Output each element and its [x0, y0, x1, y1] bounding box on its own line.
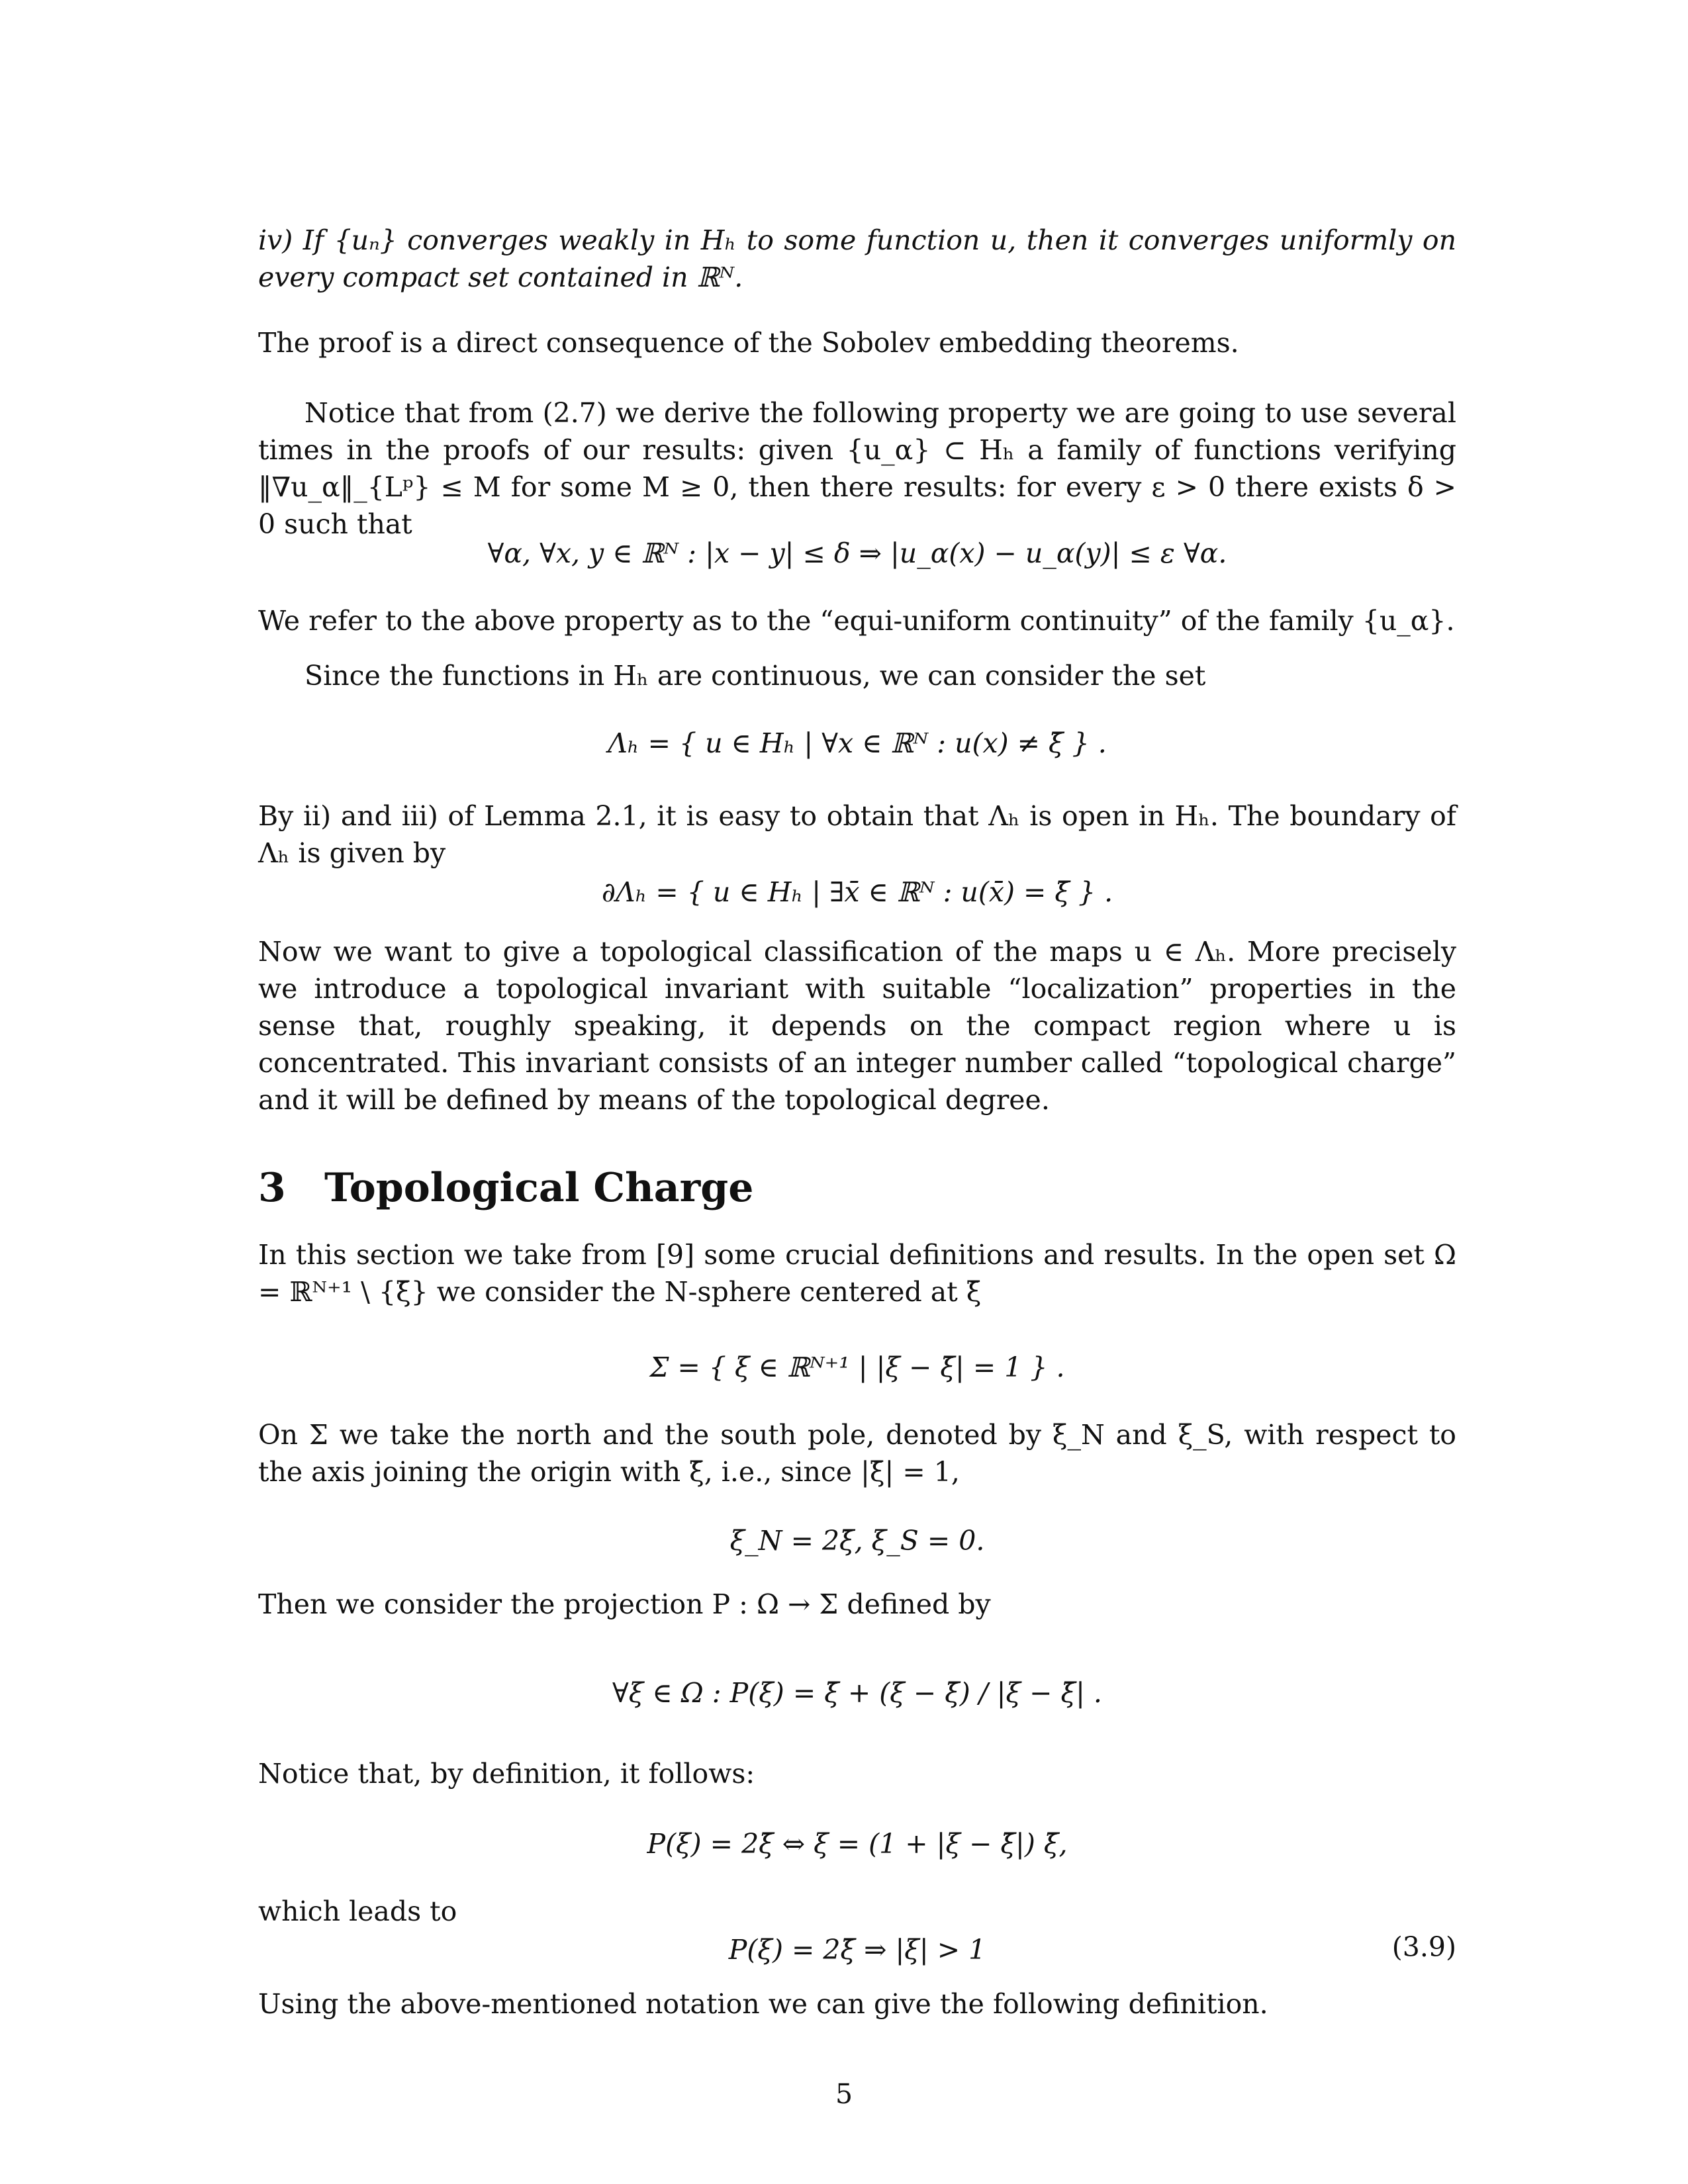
equation-sigma: Σ = { ξ ∈ ℝᴺ⁺¹ | |ξ − ξ̄| = 1 } .: [649, 1351, 1065, 1383]
equation-equi-uniform: ∀α, ∀x, y ∈ ℝᴺ : |x − y| ≤ δ ⇒ |u_α(x) − u_α(y)| ≤ ε ∀α.: [487, 537, 1227, 569]
paragraph: Notice that, by definition, it follows:: [258, 1758, 755, 1790]
equation-3-9: P(ξ) = 2ξ̄ ⇒ |ξ| > 1: [728, 1934, 986, 1966]
equation-boundary-lambda-h: ∂Λₕ = { u ∈ Hₕ | ∃x̄ ∈ ℝᴺ : u(x̄) = ξ̄ } .: [601, 876, 1113, 908]
paragraph: Notice that from (2.7) we derive the following property we are going to use several times in the proofs of our results: given {u_α} ⊂ Hₕ a family of functions verifying ‖∇u_α‖_{Lᵖ} ≤ M for some M ≥ 0, then there results: for every ε > 0 there exists δ > 0 such that: [258, 397, 1456, 540]
paragraph: On Σ we take the north and the south pole, denoted by ξ_N and ξ_S, with respect to the axis joining the origin with ξ̄, i.e., since |ξ̄| = 1,: [258, 1419, 1456, 1488]
paragraph: which leads to: [258, 1895, 457, 1927]
lemma-item-iv: iv) If {uₙ} converges weakly in Hₕ to some function u, then it converges uniformly on every compact set contained in ℝᴺ.: [258, 224, 1456, 293]
equation-projection-pole: P(ξ) = 2ξ̄ ⇔ ξ = (1 + |ξ − ξ̄|) ξ̄,: [647, 1828, 1068, 1860]
section-heading: [258, 1165, 753, 1211]
paragraph: Then we consider the projection P : Ω → Σ defined by: [258, 1588, 991, 1620]
paragraph: Since the functions in Hₕ are continuous, we can consider the set: [305, 660, 1206, 692]
equation-poles: ξ_N = 2ξ̄, ξ_S = 0.: [729, 1525, 985, 1557]
page-number: 5: [835, 2078, 853, 2110]
paragraph: In this section we take from [9] some crucial definitions and results. In the open set Ω = ℝᴺ⁺¹ \ {ξ̄} we consider the N-sphere centered at ξ̄: [258, 1239, 1456, 1308]
section-number: 3: [258, 1165, 286, 1211]
paragraph: We refer to the above property as to the “equi-uniform continuity” of the family {u_α}.: [258, 605, 1455, 637]
paragraph: Now we want to give a topological classification of the maps u ∈ Λₕ. More precisely we introduce a topological invariant with suitable “localization” properties in the sense that, roughly speaking, it depends on the compact region where u is concentrated. This invariant consists of an integer number called “topological charge” and it will be defined by means of the topological degree.: [258, 936, 1456, 1116]
equation-lambda-h: Λₕ = { u ∈ Hₕ | ∀x ∈ ℝᴺ : u(x) ≠ ξ̄ } .: [608, 727, 1107, 759]
section-title: Topological Charge: [324, 1165, 754, 1211]
paragraph: The proof is a direct consequence of the Sobolev embedding theorems.: [258, 327, 1239, 359]
paragraph: Using the above-mentioned notation we can give the following definition.: [258, 1988, 1268, 2020]
paragraph: By ii) and iii) of Lemma 2.1, it is easy to obtain that Λₕ is open in Hₕ. The boundary of Λₕ is given by: [258, 800, 1456, 869]
equation-projection: ∀ξ ∈ Ω : P(ξ) = ξ̄ + (ξ − ξ̄) / |ξ − ξ̄| .: [612, 1677, 1102, 1709]
equation-number: (3.9): [1391, 1931, 1456, 1963]
